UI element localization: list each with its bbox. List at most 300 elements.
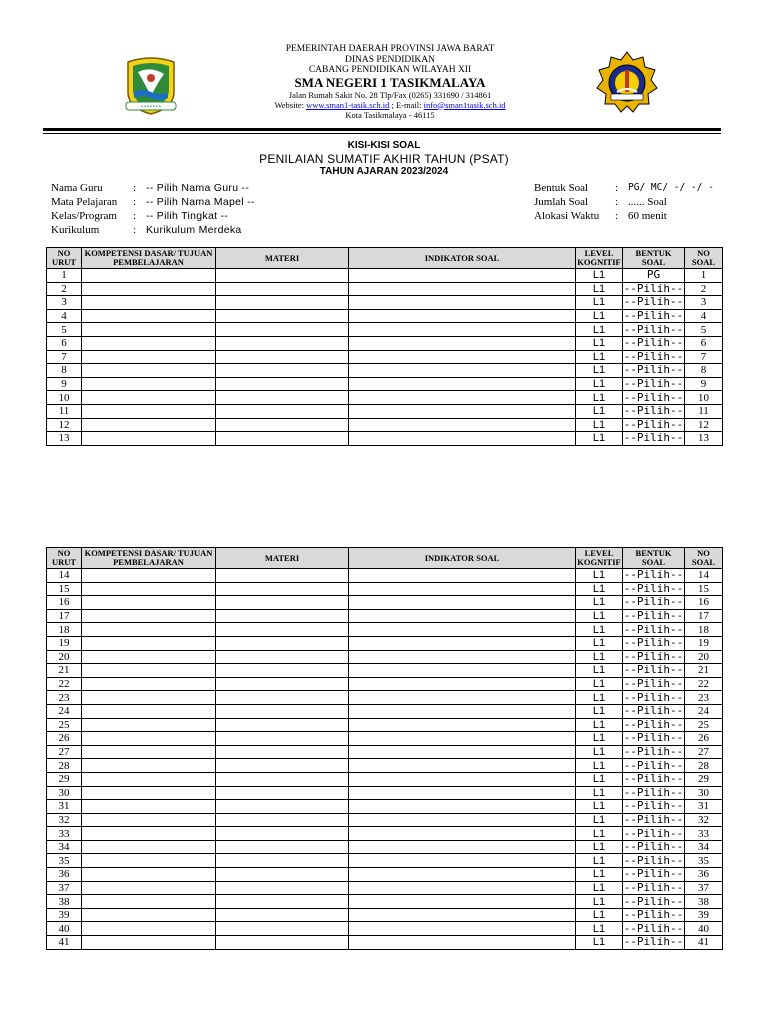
table-row: [47, 569, 723, 583]
level-cell[interactable]: L1: [576, 732, 623, 746]
level-cell[interactable]: L1: [576, 868, 623, 882]
header-no-soal: NO SOAL: [685, 248, 723, 269]
kompetensi-cell[interactable]: [82, 786, 216, 800]
bentuk-cell[interactable]: --Pilih--: [623, 350, 684, 363]
indikator-cell[interactable]: [349, 377, 576, 391]
kompetensi-cell[interactable]: [82, 636, 216, 650]
question-number: 10: [685, 391, 723, 405]
kompetensi-cell[interactable]: [82, 432, 216, 446]
bentuk-cell[interactable]: --Pilih--: [623, 881, 684, 894]
kompetensi-cell[interactable]: [82, 813, 216, 827]
row-number: 2: [47, 282, 82, 296]
level-cell[interactable]: L1: [576, 813, 623, 827]
kompetensi-cell[interactable]: [82, 364, 216, 378]
subject-select[interactable]: -- Pilih Nama Mapel --: [146, 196, 255, 208]
indikator-cell[interactable]: [349, 881, 576, 895]
materi-cell[interactable]: [216, 922, 349, 936]
materi-cell[interactable]: [216, 691, 349, 705]
level-cell[interactable]: L1: [576, 691, 623, 705]
indikator-cell[interactable]: [349, 636, 576, 650]
kompetensi-cell[interactable]: [82, 772, 216, 786]
indikator-cell[interactable]: [349, 704, 576, 718]
bentuk-cell[interactable]: --Pilih--: [623, 704, 684, 718]
table-row: [47, 704, 723, 718]
level-cell[interactable]: L1: [576, 323, 623, 337]
level-cell[interactable]: L1: [576, 432, 623, 446]
materi-cell[interactable]: [216, 582, 349, 596]
row-number: 38: [47, 895, 82, 909]
indikator-cell[interactable]: [349, 282, 576, 296]
indikator-cell[interactable]: [349, 350, 576, 364]
bentuk-cell[interactable]: PG: [623, 269, 685, 283]
question-number: 14: [685, 569, 723, 583]
table-header-row: [47, 248, 723, 269]
question-count-value[interactable]: ...... Soal: [628, 196, 667, 208]
kompetensi-cell[interactable]: [82, 269, 216, 283]
bentuk-cell[interactable]: --Pilih--: [623, 690, 684, 704]
indikator-cell[interactable]: [349, 936, 576, 950]
indikator-cell[interactable]: [349, 759, 576, 773]
question-number: 33: [685, 827, 723, 841]
table-row: [47, 786, 723, 800]
header-no-urut: NO URUT: [47, 248, 82, 269]
kompetensi-cell[interactable]: [82, 404, 216, 418]
indikator-cell[interactable]: [349, 391, 576, 405]
bentuk-cell[interactable]: --Pilih--: [623, 840, 684, 854]
bentuk-cell[interactable]: --Pilih--: [623, 867, 684, 881]
level-cell[interactable]: L1: [576, 827, 623, 841]
kompetensi-cell[interactable]: [82, 677, 216, 691]
bentuk-cell[interactable]: --Pilih--: [623, 663, 684, 677]
kompetensi-cell[interactable]: [82, 609, 216, 623]
kompetensi-cell[interactable]: [82, 418, 216, 432]
kompetensi-cell[interactable]: [82, 881, 216, 895]
website-label: Website:: [274, 99, 304, 110]
materi-cell[interactable]: [216, 296, 349, 310]
kompetensi-cell[interactable]: [82, 282, 216, 296]
bentuk-cell[interactable]: --Pilih--: [623, 322, 684, 336]
materi-cell[interactable]: [216, 418, 349, 432]
level-cell[interactable]: L1: [576, 772, 623, 786]
table-row: [47, 936, 723, 950]
question-number: 15: [685, 582, 723, 596]
table-row: [47, 827, 723, 841]
question-type-value[interactable]: PG/ MC/ -/ -/ -: [628, 182, 714, 193]
indikator-cell[interactable]: [349, 840, 576, 854]
curriculum-label: Kurikulum: [51, 224, 100, 236]
info-row-time: [534, 209, 714, 223]
table-row: [47, 404, 723, 418]
email-link[interactable]: info@sman1tasik.sch.id: [423, 99, 506, 110]
question-number: 31: [685, 800, 723, 814]
level-cell[interactable]: L1: [576, 582, 623, 596]
kompetensi-cell[interactable]: [82, 800, 216, 814]
indikator-cell[interactable]: [349, 691, 576, 705]
bentuk-cell[interactable]: --Pilih--: [623, 295, 684, 309]
level-cell[interactable]: L1: [576, 840, 623, 854]
row-number: 36: [47, 868, 82, 882]
table-row: [47, 296, 723, 310]
email-label: ; E-mail:: [391, 99, 422, 110]
department-name: DINAS PENDIDIKAN: [345, 54, 435, 65]
indikator-cell[interactable]: [349, 404, 576, 418]
bentuk-cell[interactable]: --Pilih--: [623, 418, 684, 431]
letterhead-rule-thick: [43, 128, 721, 131]
materi-cell[interactable]: [216, 269, 349, 283]
materi-cell[interactable]: [216, 813, 349, 827]
header-materi: MATERI: [216, 248, 349, 269]
kompetensi-cell[interactable]: [82, 664, 216, 678]
indikator-cell[interactable]: [349, 732, 576, 746]
materi-cell[interactable]: [216, 377, 349, 391]
question-number: 12: [685, 418, 723, 432]
bentuk-cell[interactable]: --Pilih--: [623, 390, 684, 404]
row-number: 31: [47, 800, 82, 814]
bentuk-cell[interactable]: --Pilih--: [623, 336, 684, 350]
bentuk-cell[interactable]: --Pilih--: [623, 758, 684, 772]
time-allocation-value: 60 menit: [628, 210, 667, 222]
indikator-cell[interactable]: [349, 309, 576, 323]
question-number: 16: [685, 596, 723, 610]
header-level: LEVEL KOGNITIF: [577, 248, 621, 267]
time-allocation-label: Alokasi Waktu: [534, 210, 600, 222]
level-cell[interactable]: L1: [576, 908, 623, 922]
bentuk-cell[interactable]: --Pilih--: [623, 731, 684, 745]
question-number: 35: [685, 854, 723, 868]
indikator-cell[interactable]: [349, 908, 576, 922]
materi-cell[interactable]: [216, 732, 349, 746]
materi-cell[interactable]: [216, 854, 349, 868]
question-number: 13: [685, 432, 723, 446]
letterhead: [0, 44, 768, 134]
level-cell[interactable]: L1: [576, 596, 623, 610]
indikator-cell[interactable]: [349, 664, 576, 678]
materi-cell[interactable]: [216, 936, 349, 950]
kompetensi-cell[interactable]: [82, 569, 216, 583]
bentuk-cell[interactable]: --Pilih--: [623, 582, 684, 595]
level-cell[interactable]: L1: [576, 745, 623, 759]
kompetensi-cell[interactable]: [82, 827, 216, 841]
table-row: [47, 868, 723, 882]
indikator-cell[interactable]: [349, 432, 576, 446]
question-number: 8: [685, 364, 723, 378]
materi-cell[interactable]: [216, 664, 349, 678]
info-row-curriculum: [51, 223, 255, 237]
question-number: 25: [685, 718, 723, 732]
indikator-cell[interactable]: [349, 418, 576, 432]
bentuk-cell[interactable]: --Pilih--: [623, 921, 684, 935]
table-row: [47, 364, 723, 378]
bentuk-cell[interactable]: --Pilih--: [623, 799, 684, 813]
row-number: 1: [47, 269, 82, 283]
colon: :: [615, 210, 619, 222]
row-number: 17: [47, 609, 82, 623]
question-number: 37: [685, 881, 723, 895]
bentuk-cell[interactable]: --Pilih--: [623, 404, 684, 418]
question-number: 9: [685, 377, 723, 391]
indikator-cell[interactable]: [349, 786, 576, 800]
bentuk-cell[interactable]: --Pilih--: [623, 650, 684, 663]
question-number: 19: [685, 636, 723, 650]
indikator-cell[interactable]: [349, 364, 576, 378]
row-number: 40: [47, 922, 82, 936]
table-row: [47, 732, 723, 746]
bentuk-cell[interactable]: --Pilih--: [623, 431, 684, 445]
level-cell[interactable]: L1: [576, 636, 623, 650]
indikator-cell[interactable]: [349, 569, 576, 583]
kompetensi-cell[interactable]: [82, 718, 216, 732]
table-row: [47, 636, 723, 650]
academic-year: TAHUN AJARAN 2023/2024: [319, 166, 449, 177]
kompetensi-cell[interactable]: [82, 650, 216, 664]
materi-cell[interactable]: [216, 718, 349, 732]
table-row: [47, 269, 723, 283]
row-number: 33: [47, 827, 82, 841]
materi-cell[interactable]: [216, 759, 349, 773]
indikator-cell[interactable]: [349, 269, 576, 283]
materi-cell[interactable]: [216, 323, 349, 337]
materi-cell[interactable]: [216, 623, 349, 637]
level-cell[interactable]: L1: [576, 377, 623, 391]
bentuk-cell[interactable]: --Pilih--: [623, 677, 684, 691]
indikator-cell[interactable]: [349, 609, 576, 623]
bentuk-cell[interactable]: --Pilih--: [623, 309, 684, 323]
level-cell[interactable]: L1: [576, 664, 623, 678]
materi-cell[interactable]: [216, 786, 349, 800]
row-number: 34: [47, 840, 82, 854]
indikator-cell[interactable]: [349, 922, 576, 936]
bentuk-cell[interactable]: --Pilih--: [623, 595, 684, 609]
grade-select[interactable]: -- Pilih Tingkat --: [146, 210, 229, 222]
materi-cell[interactable]: [216, 282, 349, 296]
kompetensi-cell[interactable]: [82, 336, 216, 350]
table-row: [47, 718, 723, 732]
header-kompetensi: KOMPETENSI DASAR/ TUJUAN PEMBELAJARAN: [82, 248, 216, 269]
level-cell[interactable]: L1: [576, 418, 623, 432]
indikator-cell[interactable]: [349, 323, 576, 337]
indikator-cell[interactable]: [349, 677, 576, 691]
materi-cell[interactable]: [216, 800, 349, 814]
table-row: [47, 854, 723, 868]
level-cell[interactable]: L1: [576, 786, 623, 800]
kompetensi-cell[interactable]: [82, 296, 216, 310]
level-cell[interactable]: L1: [576, 677, 623, 691]
level-cell[interactable]: L1: [576, 881, 623, 895]
question-number: 28: [685, 759, 723, 773]
level-cell[interactable]: L1: [576, 936, 623, 950]
bentuk-cell[interactable]: --Pilih--: [623, 568, 684, 582]
header-materi: MATERI: [216, 548, 349, 569]
teacher-select[interactable]: -- Pilih Nama Guru --: [146, 182, 250, 194]
level-cell[interactable]: L1: [576, 623, 623, 637]
level-cell[interactable]: L1: [576, 350, 623, 364]
indikator-cell[interactable]: [349, 800, 576, 814]
materi-cell[interactable]: [216, 432, 349, 446]
bentuk-cell[interactable]: --Pilih--: [623, 935, 684, 949]
class-label: Kelas/Program: [51, 210, 117, 222]
row-number: 28: [47, 759, 82, 773]
bentuk-cell[interactable]: --Pilih--: [623, 718, 684, 731]
jawa-barat-crest-logo: [120, 52, 182, 118]
question-number: 36: [685, 868, 723, 882]
materi-cell[interactable]: [216, 364, 349, 378]
materi-cell[interactable]: [216, 569, 349, 583]
level-cell[interactable]: L1: [576, 704, 623, 718]
indikator-cell[interactable]: [349, 868, 576, 882]
level-cell[interactable]: L1: [576, 296, 623, 310]
kompetensi-cell[interactable]: [82, 868, 216, 882]
level-cell[interactable]: L1: [576, 650, 623, 664]
level-cell[interactable]: L1: [576, 759, 623, 773]
table-row: [47, 309, 723, 323]
materi-cell[interactable]: [216, 596, 349, 610]
kompetensi-cell[interactable]: [82, 391, 216, 405]
materi-cell[interactable]: [216, 840, 349, 854]
level-cell[interactable]: L1: [576, 854, 623, 868]
materi-cell[interactable]: [216, 609, 349, 623]
materi-cell[interactable]: [216, 704, 349, 718]
level-cell[interactable]: L1: [576, 569, 623, 583]
bentuk-cell[interactable]: --Pilih--: [623, 377, 684, 391]
table-body: [47, 269, 723, 446]
row-number: 32: [47, 813, 82, 827]
row-number: 21: [47, 664, 82, 678]
kompetensi-cell[interactable]: [82, 745, 216, 759]
materi-cell[interactable]: [216, 881, 349, 895]
indikator-cell[interactable]: [349, 745, 576, 759]
materi-cell[interactable]: [216, 868, 349, 882]
bentuk-cell[interactable]: --Pilih--: [623, 745, 684, 759]
materi-cell[interactable]: [216, 336, 349, 350]
bentuk-cell[interactable]: --Pilih--: [623, 282, 684, 295]
bentuk-cell[interactable]: --Pilih--: [623, 813, 684, 826]
level-cell[interactable]: L1: [576, 269, 623, 283]
level-cell[interactable]: L1: [576, 609, 623, 623]
kompetensi-cell[interactable]: [82, 623, 216, 637]
indikator-cell[interactable]: [349, 772, 576, 786]
level-cell[interactable]: L1: [576, 282, 623, 296]
materi-cell[interactable]: [216, 677, 349, 691]
letterhead-text: [190, 44, 590, 120]
level-cell[interactable]: L1: [576, 336, 623, 350]
materi-cell[interactable]: [216, 650, 349, 664]
indikator-cell[interactable]: [349, 623, 576, 637]
kompetensi-cell[interactable]: [82, 936, 216, 950]
materi-cell[interactable]: [216, 895, 349, 909]
materi-cell[interactable]: [216, 391, 349, 405]
level-cell[interactable]: L1: [576, 309, 623, 323]
kompetensi-cell[interactable]: [82, 691, 216, 705]
materi-cell[interactable]: [216, 309, 349, 323]
bentuk-cell[interactable]: --Pilih--: [623, 636, 684, 650]
row-number: 25: [47, 718, 82, 732]
kompetensi-cell[interactable]: [82, 854, 216, 868]
kompetensi-cell[interactable]: [82, 759, 216, 773]
table-header-row: [47, 548, 723, 569]
row-number: 3: [47, 296, 82, 310]
bentuk-cell[interactable]: --Pilih--: [623, 826, 684, 840]
row-number: 41: [47, 936, 82, 950]
materi-cell[interactable]: [216, 636, 349, 650]
materi-cell[interactable]: [216, 772, 349, 786]
info-row-subject: [51, 195, 255, 209]
materi-cell[interactable]: [216, 404, 349, 418]
indikator-cell[interactable]: [349, 895, 576, 909]
level-cell[interactable]: L1: [576, 718, 623, 732]
bentuk-cell[interactable]: --Pilih--: [623, 772, 684, 786]
indikator-cell[interactable]: [349, 336, 576, 350]
bentuk-cell[interactable]: --Pilih--: [623, 908, 684, 922]
indikator-cell[interactable]: [349, 854, 576, 868]
kompetensi-cell[interactable]: [82, 596, 216, 610]
bentuk-cell[interactable]: --Pilih--: [623, 894, 684, 908]
row-number: 18: [47, 623, 82, 637]
table-row: [47, 813, 723, 827]
bentuk-cell[interactable]: --Pilih--: [623, 622, 684, 636]
info-row-question-count: [534, 195, 714, 209]
indikator-cell[interactable]: [349, 827, 576, 841]
kompetensi-cell[interactable]: [82, 377, 216, 391]
level-cell[interactable]: L1: [576, 364, 623, 378]
bentuk-cell[interactable]: --Pilih--: [623, 853, 684, 867]
materi-cell[interactable]: [216, 745, 349, 759]
indikator-cell[interactable]: [349, 582, 576, 596]
bentuk-cell[interactable]: --Pilih--: [623, 609, 684, 623]
info-row-class: [51, 209, 255, 223]
colon: :: [133, 224, 137, 236]
materi-cell[interactable]: [216, 350, 349, 364]
materi-cell[interactable]: [216, 827, 349, 841]
kompetensi-cell[interactable]: [82, 732, 216, 746]
bentuk-cell[interactable]: --Pilih--: [623, 363, 684, 377]
table-row: [47, 908, 723, 922]
level-cell[interactable]: L1: [576, 922, 623, 936]
indikator-cell[interactable]: [349, 718, 576, 732]
kompetensi-cell[interactable]: [82, 908, 216, 922]
kisi-table-page-2: [46, 547, 723, 950]
row-number: 26: [47, 732, 82, 746]
letterhead-rule-thin: [43, 133, 721, 134]
colon: :: [133, 196, 137, 208]
indikator-cell[interactable]: [349, 596, 576, 610]
kompetensi-cell[interactable]: [82, 350, 216, 364]
info-left-block: [51, 181, 255, 237]
bentuk-cell[interactable]: --Pilih--: [623, 786, 684, 799]
table-row: [47, 418, 723, 432]
kompetensi-cell[interactable]: [82, 704, 216, 718]
level-cell[interactable]: L1: [576, 895, 623, 909]
question-number: 1: [685, 269, 723, 283]
kompetensi-cell[interactable]: [82, 840, 216, 854]
school-address: Jalan Rumah Sakit No. 28 Tlp/Fax (0265) 331690 / 314861: [288, 89, 492, 100]
kompetensi-cell[interactable]: [82, 922, 216, 936]
row-number: 7: [47, 350, 82, 364]
kompetensi-cell[interactable]: [82, 323, 216, 337]
indikator-cell[interactable]: [349, 296, 576, 310]
kompetensi-cell[interactable]: [82, 582, 216, 596]
kompetensi-cell[interactable]: [82, 895, 216, 909]
indikator-cell[interactable]: [349, 813, 576, 827]
materi-cell[interactable]: [216, 908, 349, 922]
level-cell[interactable]: L1: [576, 404, 623, 418]
level-cell[interactable]: L1: [576, 800, 623, 814]
kompetensi-cell[interactable]: [82, 309, 216, 323]
teacher-label: Nama Guru: [51, 182, 103, 194]
subject-label: Mata Pelajaran: [51, 196, 118, 208]
level-cell[interactable]: L1: [576, 391, 623, 405]
indikator-cell[interactable]: [349, 650, 576, 664]
website-link[interactable]: www.sman1-tasik.sch.id: [306, 99, 390, 110]
